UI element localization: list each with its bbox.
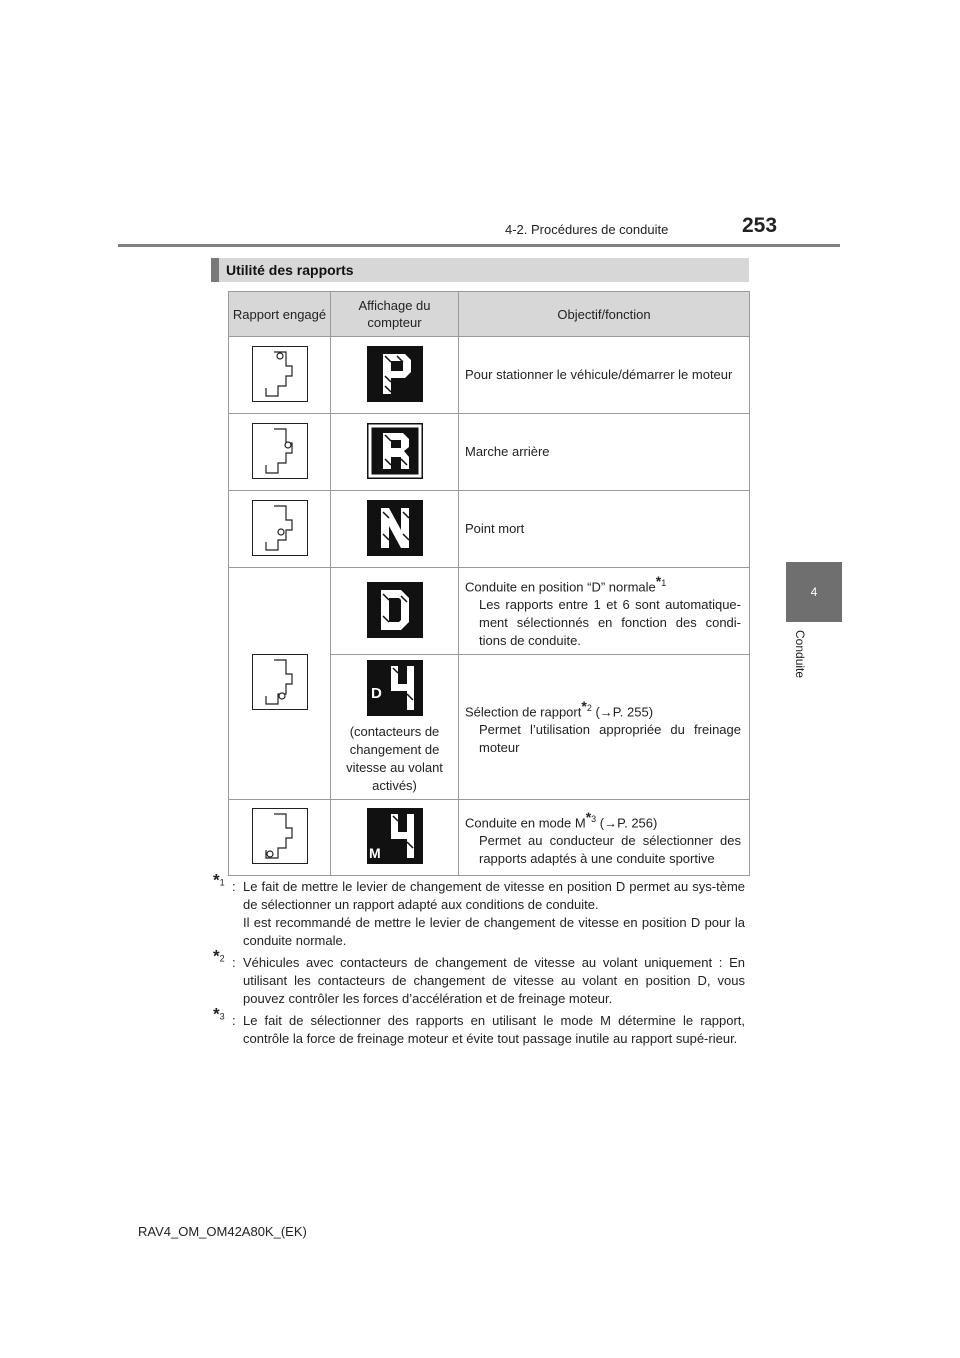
function-cell — [459, 800, 750, 876]
function-title: Point mort — [465, 521, 525, 536]
page-number: 253 — [742, 214, 778, 237]
display-cell — [331, 800, 459, 876]
footnote-text: Le fait de sélectionner des rapports en utilisant le mode M détermine le rapport, contrôle la force de freinage moteur et évite tout passage inutile au rapport supé-rieur. — [243, 1013, 745, 1046]
display-cell — [331, 414, 459, 491]
header-function: Objectif/fonction — [459, 292, 750, 337]
function-body: Les rapports entre 1 et 6 sont automatique-ment sélectionnés en fonction des condi-tions de conduite. — [479, 597, 741, 649]
svg-text:M: M — [368, 845, 381, 862]
footnote-star: * — [585, 808, 592, 825]
table-row — [229, 800, 750, 876]
shift-cell — [229, 414, 331, 491]
page-ref-link[interactable]: (→P. 256) — [599, 814, 658, 830]
table-row — [229, 414, 750, 491]
footnote-marker: *$^3$ — [213, 1004, 225, 1024]
footnote-star: * — [581, 698, 587, 715]
display-note: (contacteurs de changement de vitesse au volant activés) — [346, 723, 443, 793]
function-cell — [459, 491, 750, 568]
display-cell — [331, 568, 459, 655]
shift-cell — [229, 491, 331, 568]
shift-cell — [229, 568, 331, 800]
function-cell — [459, 568, 750, 655]
footnote-marker: *$^1$ — [213, 870, 225, 890]
section-heading-accent — [211, 258, 219, 282]
function-title: Marche arrière — [465, 444, 550, 459]
function-cell — [459, 655, 750, 800]
section-breadcrumb: 4-2. Procédures de conduite — [505, 222, 669, 237]
header-display: Affichage du compteur — [331, 292, 459, 337]
footnote-marker: *$^2$ — [213, 946, 225, 966]
display-p-icon — [367, 346, 423, 402]
shift-gate-m-icon — [252, 808, 308, 864]
function-cell — [459, 414, 750, 491]
footnote-2: *$^2$ : Véhicules avec contacteurs de changement de vitesse au volant uniquement : En utilisant les contacteurs de changement de vitesse au volant en position D, vous pouvez contrôler les forces d’accélération et de freinage moteur. — [213, 946, 745, 1006]
function-title: Conduite en position “D” normale*$^1$ — [465, 573, 667, 595]
shift-gate-p-icon — [252, 346, 308, 402]
display-d-icon — [367, 582, 423, 638]
table-header-row — [229, 292, 750, 337]
footnote-text: Le fait de mettre le levier de changement de vitesse en position D permet au sys-tème de sélectionner un rapport adapté aux conditions de conduite. Il est recommandé de mettre le levier de changement de vitesse en position D pour la conduite normale. — [243, 879, 745, 948]
function-title: Pour stationner le véhicule/démarrer le moteur — [465, 367, 733, 382]
display-m4-icon — [367, 808, 423, 864]
gear-table — [228, 291, 750, 876]
svg-text:D: D — [370, 684, 382, 702]
footnote-text: Véhicules avec contacteurs de changement de vitesse au volant uniquement : En utilisant les contacteurs de changement de vitesse au volant en position D, vous pouvez contrôler les forces d’accélération et de freinage moteur. — [243, 955, 745, 1006]
function-title: Conduite en mode M*$^3$ (→P. 256) — [465, 808, 658, 830]
display-r-icon — [367, 423, 423, 479]
chapter-tab[interactable]: 4 — [786, 562, 842, 622]
display-d4-icon — [367, 660, 423, 716]
function-body: Permet au conducteur de sélectionner des rapports adaptés à une conduite sportive — [479, 832, 741, 866]
footnote-1: *$^1$ : Le fait de mettre le levier de changement de vitesse en position D permet au sys-tème de sélectionner un rapport adapté aux conditions de conduite. Il est recommandé de mettre le levier de changement de vitesse en position D pour la conduite normale. — [213, 870, 745, 948]
table-row — [229, 491, 750, 568]
function-title: Sélection de rapport*$^2$ (→P. 255) — [465, 698, 654, 720]
display-cell — [331, 655, 459, 800]
header-gear: Rapport engagé — [229, 292, 331, 337]
display-cell — [331, 491, 459, 568]
function-body: Permet l’utilisation appropriée du freinage moteur — [479, 722, 741, 756]
shift-gate-r-icon — [252, 423, 308, 479]
page-ref-link[interactable]: (→P. 255) — [595, 704, 654, 720]
chapter-label: Conduite — [793, 630, 807, 679]
footnote-3: *$^3$ : Le fait de sélectionner des rapports en utilisant le mode M détermine le rapport, contrôle la force de freinage moteur et évite tout passage inutile au rapport supé-rieur. — [213, 1004, 745, 1046]
table-row — [229, 337, 750, 414]
shift-cell — [229, 800, 331, 876]
display-cell — [331, 337, 459, 414]
function-cell — [459, 337, 750, 414]
document-code: RAV4_OM_OM42A80K_(EK) — [138, 1224, 307, 1239]
display-n-icon — [367, 500, 423, 556]
footnote-star: * — [655, 573, 662, 589]
header-rule — [118, 244, 840, 247]
shift-cell — [229, 337, 331, 414]
section-title: Utilité des rapports — [226, 262, 354, 278]
table-row — [229, 568, 750, 655]
shift-gate-n-icon — [252, 500, 308, 556]
shift-gate-d-icon — [252, 654, 308, 710]
